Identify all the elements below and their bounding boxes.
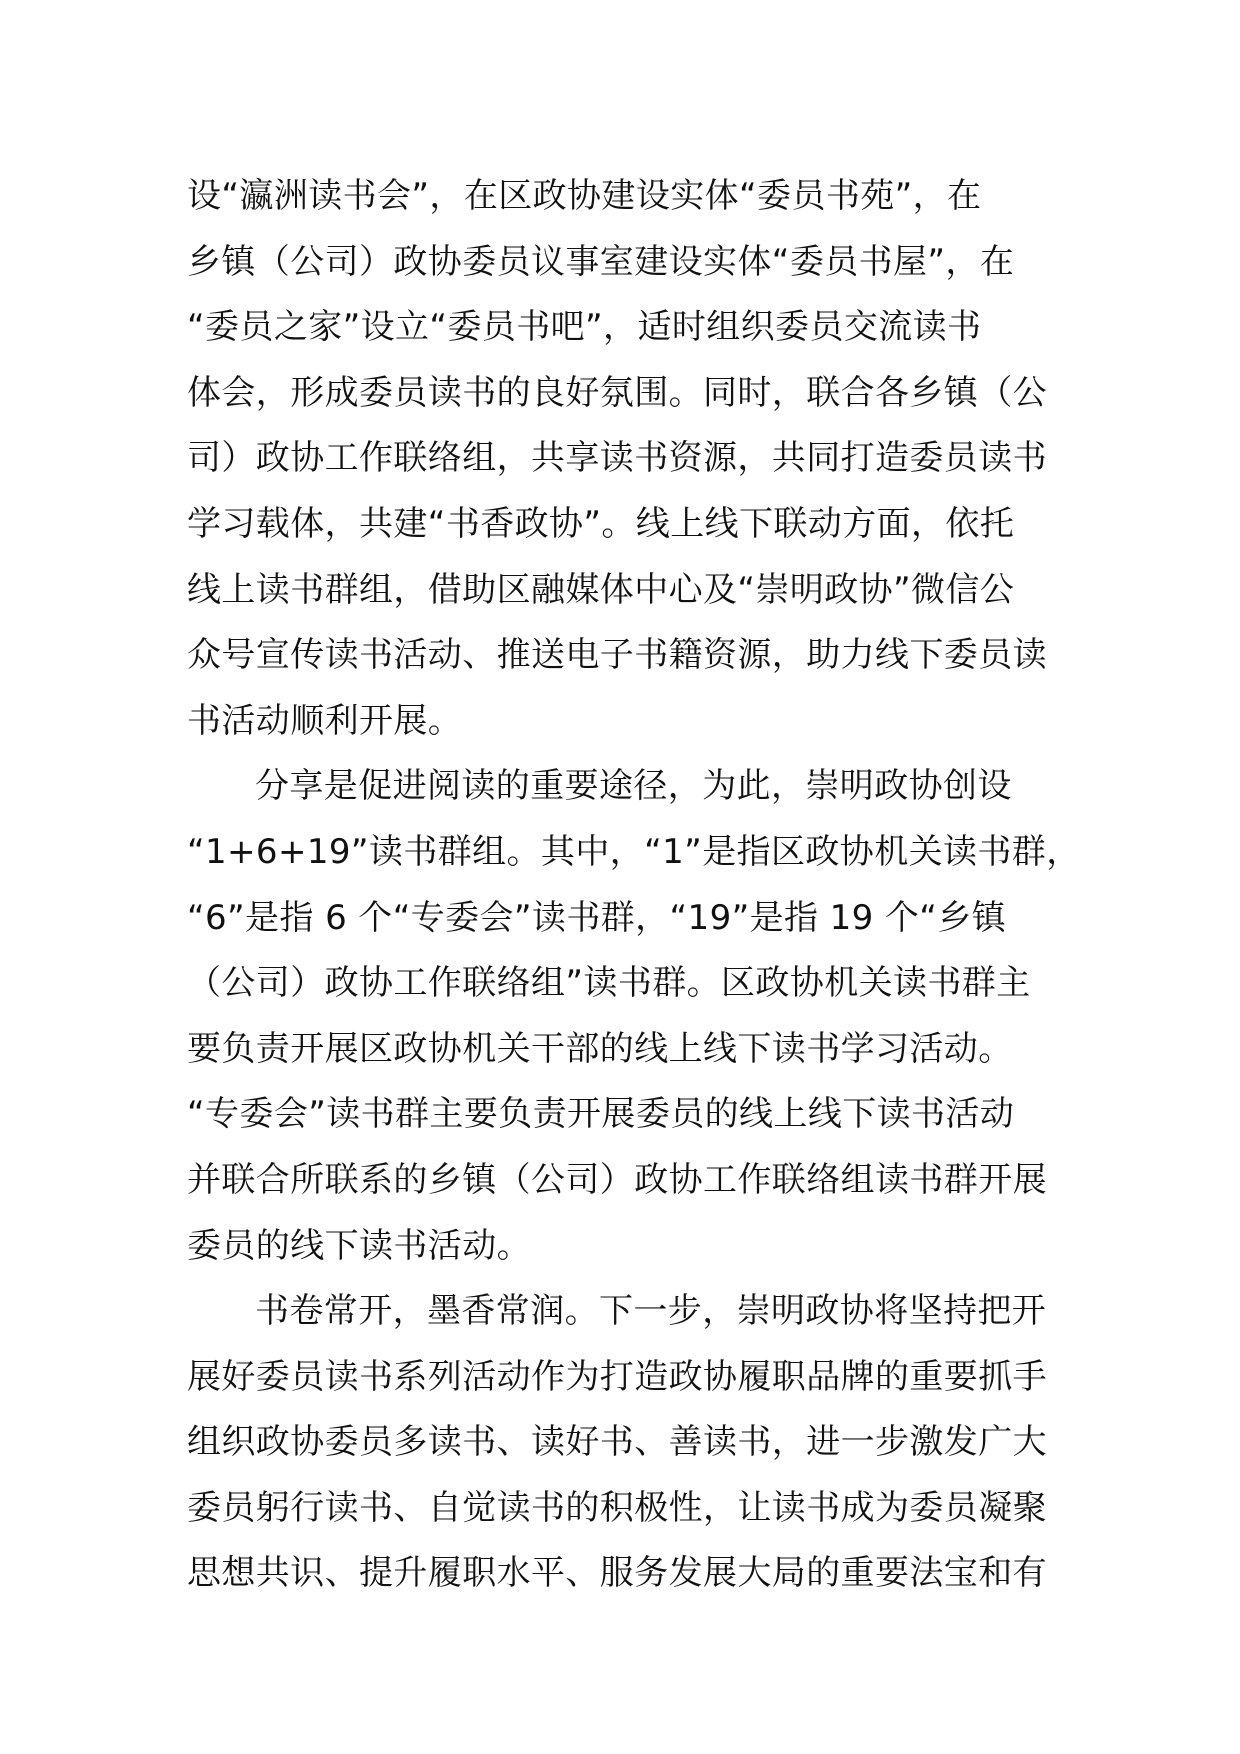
text-line: “委员之家”设立“委员书吧”，适时组织委员交流读书 [187, 307, 982, 348]
paragraph-first-line: 分享是促进阅读的重要途径，为此，崇明政协创设 [255, 766, 1012, 807]
text-line: （公司）政协工作联络组”读书群。区政协机关读书群主 [187, 963, 1031, 1004]
text-line: 书活动顺利开展。 [187, 700, 463, 741]
text-line: 思想共识、提升履职水平、服务发展大局的重要法宝和有 [187, 1553, 1047, 1594]
text-line: 要负责开展区政协机关干部的线上线下读书学习活动。 [187, 1028, 1013, 1069]
text-line: 学习载体，共建“书香政协”。线上线下联动方面，依托 [187, 503, 1015, 544]
paragraph-first-line: 书卷常开，墨香常润。下一步，崇明政协将坚持把开 [255, 1291, 1047, 1332]
text-line: 委员躬行读书、自觉读书的积极性，让读书成为委员凝聚 [187, 1487, 1047, 1528]
text-line: 线上读书群组，借助区融媒体中心及“崇明政协”微信公 [187, 569, 1015, 610]
text-line: 乡镇（公司）政协委员议事室建设实体“委员书屋”，在 [187, 241, 1015, 282]
text-line: 设“瀛洲读书会”，在区政协建设实体“委员书苑”，在 [187, 176, 982, 216]
text-line: 并联合所联系的乡镇（公司）政协工作联络组读书群开展 [187, 1159, 1047, 1200]
text-line: 司）政协工作联络组，共享读书资源，共同打造委员读书 [187, 438, 1047, 479]
text-line: “专委会”读书群主要负责开展委员的线上线下读书活动 [187, 1094, 1015, 1135]
text-line: 体会，形成委员读书的良好氛围。同时，联合各乡镇（公 [187, 372, 1047, 413]
text-line: 众号宣传读书活动、推送电子书籍资源，助力线下委员读 [187, 635, 1047, 676]
text-line: “6”是指 6 个“专委会”读书群，“19”是指 19 个“乡镇 [187, 897, 1007, 938]
text-line: “1+6+19”读书群组。其中，“1”是指区政协机关读书群， [187, 831, 1081, 872]
text-line: 委员的线下读书活动。 [187, 1225, 531, 1266]
text-line: 组织政协委员多读书、读好书、善读书，进一步激发广大 [187, 1422, 1047, 1463]
document-body [187, 164, 1081, 1607]
text-line: 展好委员读书系列活动作为打造政协履职品牌的重要抓手 [187, 1356, 1047, 1397]
